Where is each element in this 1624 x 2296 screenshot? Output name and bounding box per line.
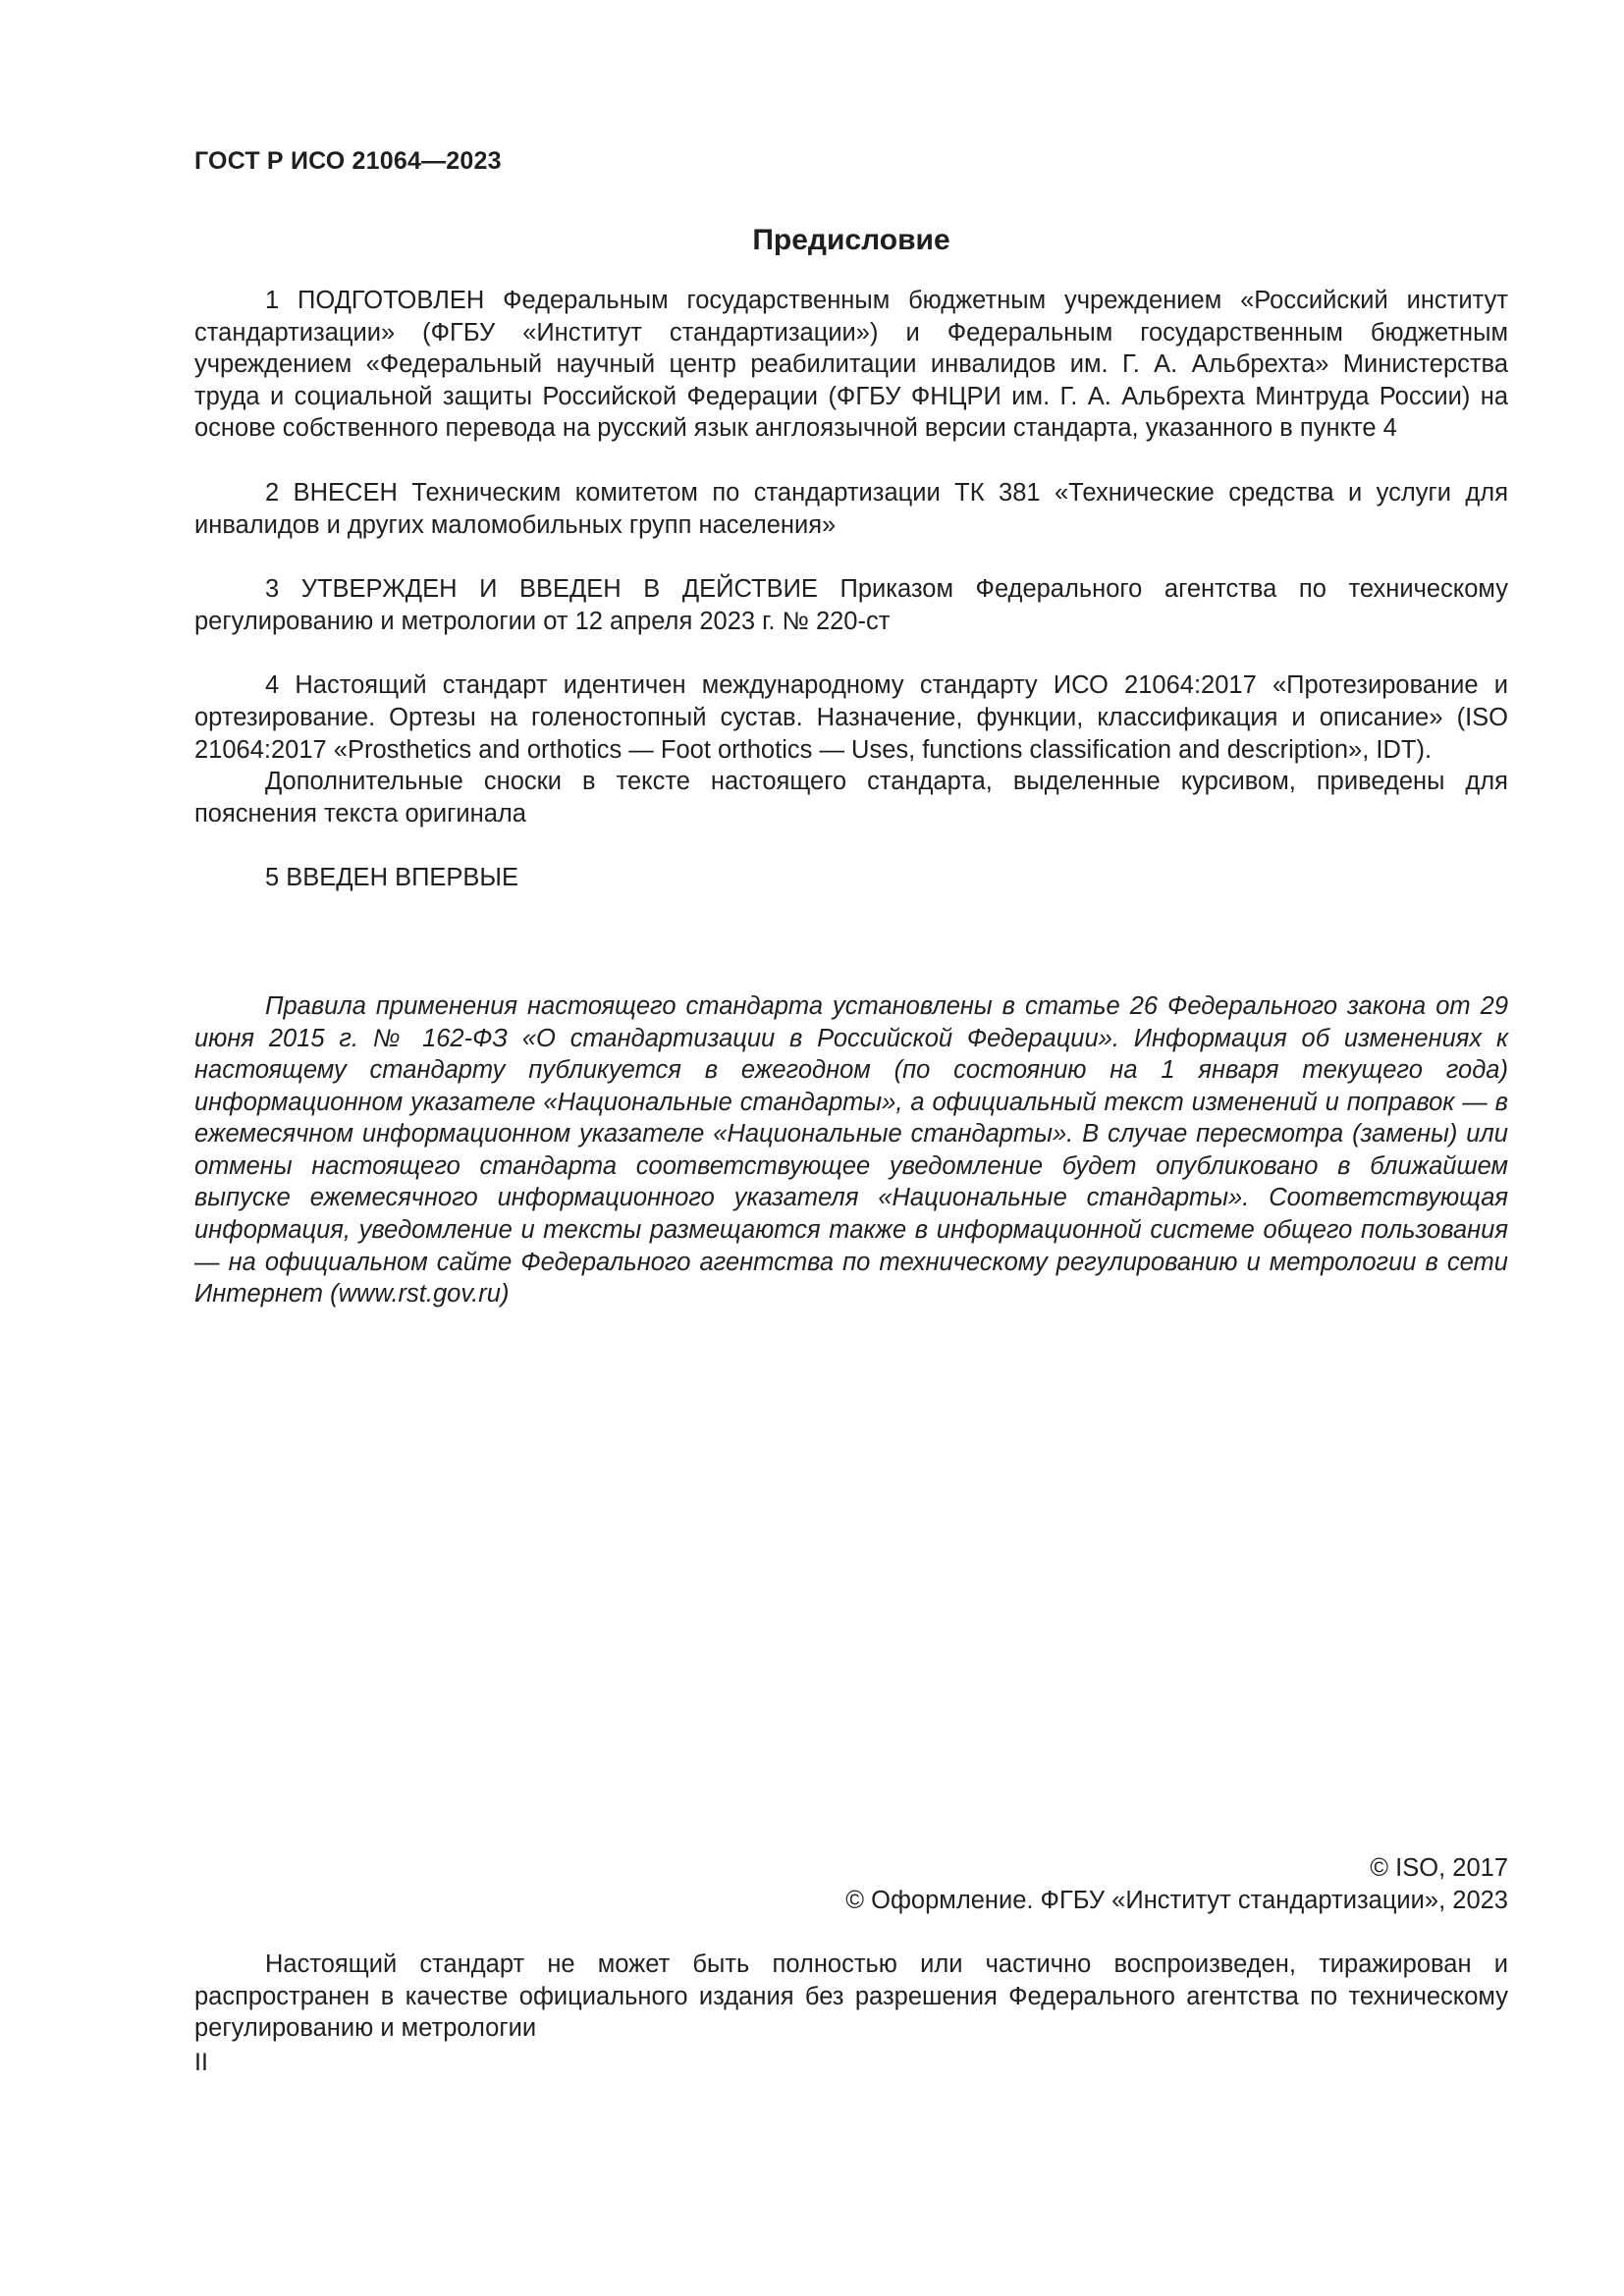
- page-title: Предисловие: [752, 224, 950, 256]
- paragraph-4-footnotes: Дополнительные сноски в тексте настоящего стандарта, выделенные курсивом, приведены для пояснения текста оригинала: [194, 768, 1508, 828]
- reproduction-notice: [194, 1949, 1508, 2045]
- paragraph-4-identical: 4 Настоящий стандарт идентичен международному стандарту ИСО 21064:2017 «Протезирование и ортезирование. Ортезы на голеностопный сустав. Назначение, функции, классификация и описание» (ISO 21064:2017 «Prosthetics and orthotics — Foot orthotics — Uses, functions classification and description», IDT).: [194, 671, 1508, 764]
- rules-paragraph: Правила применения настоящего стандарта установлены в статье 26 Федерального закона от 29 июня 2015 г. № 162-ФЗ «О стандартизации в Российской Федерации». Информация об изменениях к настоящему стандарту публикуется в ежегодном (по состоянию на 1 января текущего года) информационном указателе «Национальные стандарты», а официальный текст изменений и поправок — в ежемесячном информационном указателе «Национальные стандарты». В случае пересмотра (замены) или отмены настоящего стандарта соответствующее уведомление будет опубликовано в ближайшем выпуске ежемесячного информационного указателя «Национальные стандарты». Соответствующая информация, уведомление и тексты размещаются также в информационной системе общего пользования — на официальном сайте Федерального агентства по техническому регулированию и метрологии в сети Интернет (www.rst.gov.ru): [194, 991, 1508, 1308]
- rules-block: [194, 990, 1508, 1310]
- paragraph-2-submitted: 2 ВНЕСЕН Техническим комитетом по стандартизации ТК 381 «Технические средства и услуги для инвалидов и других маломобильных групп населения»: [194, 478, 1508, 539]
- paragraph-3-approved: 3 УТВЕРЖДЕН И ВВЕДЕН В ДЕЙСТВИЕ Приказом Федерального агентства по техническому регулированию и метрологии от 12 апреля 2023 г. № 220-ст: [194, 575, 1508, 635]
- copyright-design: © Оформление. ФГБУ «Институт стандартизации», 2023: [845, 1886, 1508, 1914]
- page-number: II: [194, 2049, 208, 2076]
- document-id-header: ГОСТ Р ИСО 21064—2023: [194, 147, 502, 175]
- paragraph-5-first-introduced: 5 ВВЕДЕН ВПЕРВЫЕ: [265, 864, 519, 892]
- foreword-body: [194, 285, 1508, 1310]
- notice-paragraph: Настоящий стандарт не может быть полностью или частично воспроизведен, тиражирован и распространен в качестве официального издания без разрешения Федерального агентства по техническому регулированию и метрологии: [194, 1950, 1508, 2043]
- copyright-block: [194, 1852, 1508, 1916]
- paragraph-1-prepared: 1 ПОДГОТОВЛЕН Федеральным государственным бюджетным учреждением «Российский институт стандартизации» (ФГБУ «Институт стандартизации») и Федеральным государственным бюджетным учреждением «Федеральный научный центр реабилитации инвалидов им. Г. А. Альбрехта» Министерства труда и социальной защиты Российской Федерации (ФГБУ ФНЦРИ им. Г. А. Альбрехта Минтруда России) на основе собственного перевода на русский язык англоязычной версии стандарта, указанного в пункте 4: [194, 287, 1508, 443]
- copyright-iso: © ISO, 2017: [1370, 1854, 1508, 1882]
